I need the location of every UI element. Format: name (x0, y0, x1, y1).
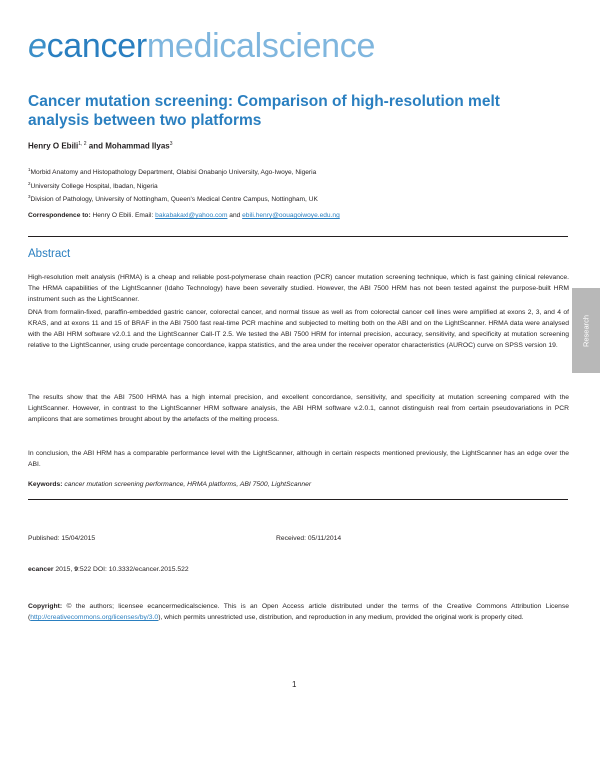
affiliation-3-text: Division of Pathology, University of Nottingham, Queen's Medical Centre Campus, Nottingham, UK (30, 196, 318, 204)
citation-rest: :522 DOI: 10.3332/ecancer.2015.522 (77, 566, 189, 573)
author-2: Mohammad Ilyas (105, 141, 170, 151)
abstract-paragraph-4: In conclusion, the ABI HRM has a comparable performance level with the LightScanner, although in certain respects mentioned previously, the LightScanner has an edge over the ABI. (28, 450, 569, 468)
logo-medicalscience: medicalscience (146, 27, 376, 65)
author-conjunction: and (86, 141, 106, 151)
divider-bottom (28, 499, 568, 500)
keywords (28, 481, 311, 488)
affiliation-1 (28, 165, 568, 179)
published-date: Published: 15/04/2015 (28, 535, 96, 542)
affiliation-1-text: Morbid Anatomy and Histopathology Department, Olabisi Onabanjo University, Ago-Iwoye, Nigeria (30, 169, 317, 177)
keywords-list: cancer mutation screening performance, HRMA platforms, ABI 7500, LightScanner (62, 481, 312, 488)
abstract-paragraph-1: High-resolution melt analysis (HRMA) is a cheap and reliable post-polymerase chain reaction (PCR) cancer mutation screening technique, which is fast gaining clinical relevance. The HRMA capabilities of the LightScanner (Idaho Technology) have been severally studied. However, the ABI 7500 HRM has not been tested against the purpose-built HRM instrument such as the LightScanner. (28, 274, 569, 303)
author-line (28, 141, 173, 151)
affiliation-2 (28, 179, 568, 193)
author-2-affil: 3 (169, 141, 173, 147)
correspondence-and: and (227, 212, 243, 219)
license-link[interactable]: http://creativecommons.org/licenses/by/3.0 (30, 614, 159, 621)
copyright-label: Copyright: (28, 603, 63, 610)
email-link-2[interactable]: ebili.henry@oouagoiwoye.edu.ng (242, 212, 340, 219)
affiliation-2-num: 2 (28, 180, 31, 186)
affiliation-3-num: 3 (28, 194, 31, 200)
keywords-label: Keywords: (28, 481, 63, 488)
author-1-affil: 1, 2 (78, 141, 87, 147)
abstract-heading: Abstract (28, 248, 71, 260)
correspondence-label: Correspondence to: (28, 212, 91, 219)
abstract-paragraph-3: The results show that the ABI 7500 HRMA has a high internal precision, and excellent concordance, sensitivity, and specificity at mutation screening compared with the LightScanner. However, in contrast to the LightScanner HRM software analysis, the ABI HRM software v.2.0.1, cannot distinguish real from certain pseudovariations in PCR amplicons that are sometimes brought about by the artefacts of the melting process. (28, 394, 569, 423)
affiliation-2-text: University College Hospital, Ibadan, Nigeria (30, 182, 158, 190)
author-1: Henry O Ebili (28, 141, 79, 151)
logo-e: e (28, 27, 47, 65)
email-link-1[interactable]: bakabakaxl@yahoo.com (155, 212, 228, 219)
citation-year: 2015, (53, 566, 75, 573)
citation-volume: 9 (74, 566, 78, 573)
affiliations (28, 165, 568, 206)
abstract-paragraph-2: DNA from formalin-fixed, paraffin-embedded gastric cancer, colorectal cancer, and normal tissue as well as from colorectal cancer cell lines were amplified at exons 2, 3, and 4 of KRAS, and at exons 11 and 15 of BRAF in the ABI 7500 fast real-time PCR machine and subjected to melting both on the ABI and on the LightScanner. HRMA data were analysed with the ABI HRM software v2.0.1 and the LightScanner Call-IT 2.5. We tested the ABI 7500 HRM for internal precision, accuracy, sensitivity, and specificity at mutation screening relative to the LightScanner, using crude percentage concordance, kappa statistics, and the area under the receiver operator characteristics (AUROC) curve on SPSS version 19. (28, 309, 569, 349)
page-number: 1 (292, 680, 297, 689)
affiliation-1-num: 1 (28, 167, 31, 172)
copyright-text-2: ), which permits unrestricted use, distribution, and reproduction in any medium, provided the original work is properly cited. (158, 614, 524, 621)
copyright-text-1: © the authors; licensee ecancermedicalscience. This is an Open Access article distributed under the terms of the Creative Commons Attribution License ( (28, 603, 569, 621)
journal-logo (28, 26, 375, 66)
article-title: Cancer mutation screening: Comparison of high-resolution melt analysis between two platforms (28, 93, 500, 129)
citation (28, 566, 189, 573)
section-tab (572, 288, 600, 373)
copyright (28, 601, 569, 623)
correspondence-text: Henry O Ebili. Email: (90, 212, 156, 219)
received-date: Received: 05/11/2014 (276, 535, 342, 542)
correspondence (28, 212, 340, 219)
logo-cancer: cancer (46, 27, 147, 65)
affiliation-3 (28, 192, 568, 206)
citation-journal: ecancer (28, 566, 54, 573)
divider-top (28, 236, 568, 237)
section-tab-label: Research (581, 314, 591, 347)
